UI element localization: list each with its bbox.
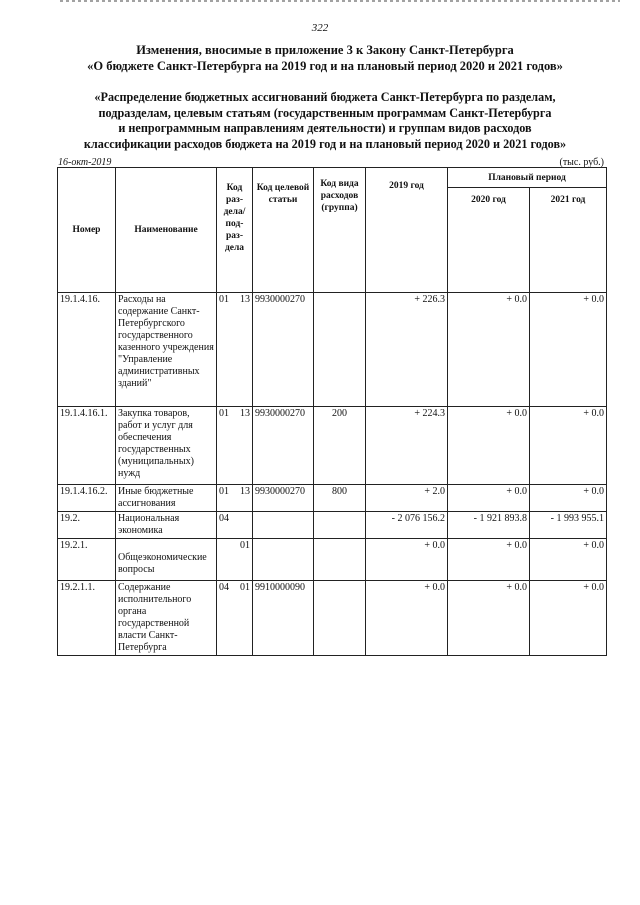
row-number: 19.2. <box>58 512 116 539</box>
budget-table <box>57 167 607 656</box>
row-razdel: 01 <box>219 486 229 497</box>
table-row <box>58 485 607 512</box>
row-value-2019: + 0.0 <box>366 581 448 656</box>
header-target-code <box>253 168 314 293</box>
page-number: 322 <box>311 22 329 34</box>
header-2019-text: 2019 год <box>389 181 424 191</box>
row-target-code <box>253 512 314 539</box>
header-2021 <box>530 188 607 293</box>
row-section-code <box>217 407 253 485</box>
document-title <box>40 42 610 74</box>
header-planned-period: Плановый период <box>448 168 607 188</box>
row-name: Содержание исполнительного органа государственной власти Санкт-Петербурга <box>116 581 217 656</box>
row-kind-code: 200 <box>314 407 366 485</box>
row-razdel: 04 <box>219 513 229 524</box>
header-kind-code <box>314 168 366 293</box>
scan-edge-line <box>60 0 620 2</box>
units-label: (тыс. руб.) <box>559 157 604 168</box>
row-value-2021: + 0.0 <box>530 539 607 581</box>
row-target-code: 9910000090 <box>253 581 314 656</box>
header-2021-text: 2021 год <box>550 195 586 205</box>
row-podrazdel: 13 <box>240 408 250 419</box>
row-value-2020: + 0.0 <box>448 581 530 656</box>
row-name: Иные бюджетные ассигнования <box>116 485 217 512</box>
header-number: Номер <box>58 168 116 293</box>
row-razdel: 01 <box>219 408 229 419</box>
row-kind-code <box>314 293 366 407</box>
table-row <box>58 539 607 581</box>
row-podrazdel: 01 <box>240 540 250 551</box>
row-name-text: Общеэкономические вопросы <box>118 552 207 575</box>
title-line-1: Изменения, вносимые в приложение 3 к Закону Санкт-Петербурга <box>136 43 514 57</box>
row-value-2019: + 224.3 <box>366 407 448 485</box>
row-number: 19.1.4.16.1. <box>58 407 116 485</box>
header-2020-text: 2020 год <box>471 195 506 205</box>
row-value-2021: - 1 993 955.1 <box>530 512 607 539</box>
header-2020 <box>448 188 530 293</box>
row-value-2019: - 2 076 156.2 <box>366 512 448 539</box>
row-target-code: 9930000270 <box>253 293 314 407</box>
row-name: Закупка товаров, работ и услуг для обеспечения государственных (муниципальных) нужд <box>116 407 217 485</box>
row-section-code <box>217 293 253 407</box>
header-kind-code-text: Код вида расходов (группа) <box>320 179 359 213</box>
row-name: Расходы на содержание Санкт-Петербургского государственного казенного учреждения "Управление административных зданий" <box>116 293 217 407</box>
row-number: 19.2.1.1. <box>58 581 116 656</box>
header-2019 <box>366 168 448 293</box>
row-section-code <box>217 485 253 512</box>
row-value-2021: + 0.0 <box>530 293 607 407</box>
row-section-code <box>217 512 253 539</box>
table-row <box>58 581 607 656</box>
row-value-2021: + 0.0 <box>530 485 607 512</box>
table-row <box>58 512 607 539</box>
row-kind-code <box>314 512 366 539</box>
row-target-code: 9930000270 <box>253 407 314 485</box>
header-name: Наименование <box>116 168 217 293</box>
row-name: Национальная экономика <box>116 512 217 539</box>
row-target-code: 9930000270 <box>253 485 314 512</box>
row-kind-code <box>314 539 366 581</box>
title-line-2: «О бюджете Санкт-Петербурга на 2019 год и на плановый период 2020 и 2021 годов» <box>87 59 563 73</box>
header-target-code-text: Код целевой статьи <box>256 183 310 205</box>
subtitle-line-3: и непрограммным направлениям деятельности) и группам видов расходов <box>118 121 532 135</box>
row-value-2020: + 0.0 <box>448 539 530 581</box>
row-value-2020: + 0.0 <box>448 407 530 485</box>
header-section-code <box>217 168 253 293</box>
row-section-code <box>217 539 253 581</box>
row-value-2020: + 0.0 <box>448 293 530 407</box>
row-value-2020: + 0.0 <box>448 485 530 512</box>
header-section-code-text: Код раз-дела/ под-раз-дела <box>223 183 246 253</box>
row-kind-code: 800 <box>314 485 366 512</box>
table-row <box>58 293 607 407</box>
subtitle-line-2: подразделам, целевым статьям (государственным программам Санкт-Петербурга <box>98 105 552 120</box>
row-number: 19.2.1. <box>58 539 116 581</box>
row-podrazdel: 13 <box>240 486 250 497</box>
row-podrazdel: 01 <box>240 582 250 593</box>
row-razdel: 04 <box>219 582 229 593</box>
document-date: 16-окт-2019 <box>58 157 112 168</box>
row-podrazdel: 13 <box>240 294 250 305</box>
row-value-2020: - 1 921 893.8 <box>448 512 530 539</box>
row-number: 19.1.4.16. <box>58 293 116 407</box>
subtitle-line-4: классификации расходов бюджета на 2019 год и на плановый период 2020 и 2021 годов» <box>83 136 567 151</box>
row-value-2019: + 226.3 <box>366 293 448 407</box>
row-section-code <box>217 581 253 656</box>
row-kind-code <box>314 581 366 656</box>
document-subtitle <box>40 90 610 152</box>
row-value-2021: + 0.0 <box>530 581 607 656</box>
row-value-2019: + 0.0 <box>366 539 448 581</box>
subtitle-line-1: «Распределение бюджетных ассигнований бюджета Санкт-Петербурга по разделам, <box>94 90 556 104</box>
row-value-2019: + 2.0 <box>366 485 448 512</box>
row-name <box>116 539 217 581</box>
row-razdel: 01 <box>219 294 229 305</box>
row-value-2021: + 0.0 <box>530 407 607 485</box>
row-target-code <box>253 539 314 581</box>
row-number: 19.1.4.16.2. <box>58 485 116 512</box>
table-row <box>58 407 607 485</box>
